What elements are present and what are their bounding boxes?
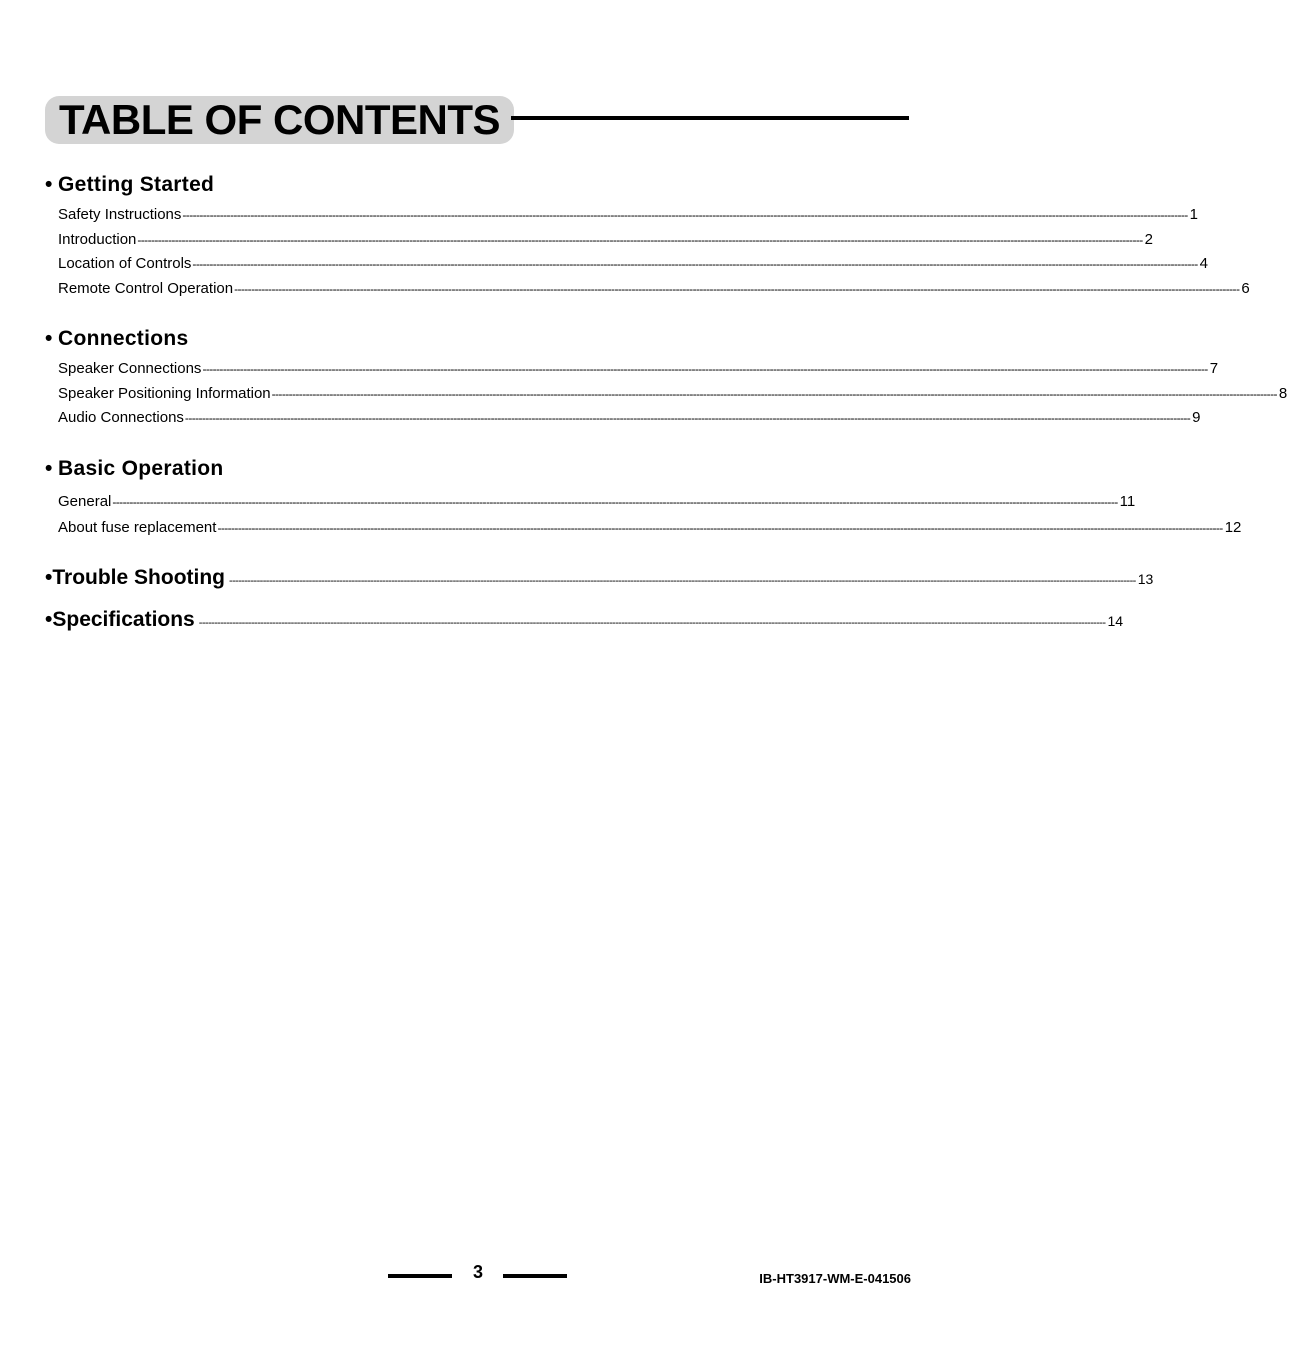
section-title: Connections xyxy=(58,327,189,350)
toc-entry-label: Audio Connections xyxy=(58,409,184,426)
section-title: Basic Operation xyxy=(58,457,224,480)
page-title: TABLE OF CONTENTS xyxy=(59,96,501,143)
bullet: • xyxy=(45,173,53,196)
bullet: • xyxy=(45,608,53,631)
toc-entry-label: Trouble Shooting xyxy=(52,566,226,589)
toc-entry[interactable] xyxy=(58,277,1250,302)
toc-entry-page: 14 xyxy=(1107,613,1124,629)
section-heading xyxy=(45,171,850,199)
bullet: • xyxy=(45,566,53,589)
dot-leader: -------------------------------------------------------------------------------------------------------------------------------------------------------------------------------------------------------------------------------------------------------------------------------------------------------- xyxy=(234,281,1240,296)
toc-entry-specifications[interactable] xyxy=(45,608,1124,632)
bullet: • xyxy=(45,327,53,350)
footer-rule-right xyxy=(503,1274,567,1278)
dot-leader: -------------------------------------------------------------------------------------------------------------------------------------------------------------------------------------------------------------------------------------------------------------------------------------------------------- xyxy=(198,617,1106,629)
toc-entry[interactable] xyxy=(58,228,1153,253)
toc-entry-label: Remote Control Operation xyxy=(58,279,234,297)
document-code: IB-HT3917-WM-E-041506 xyxy=(759,1271,911,1286)
toc-entry-page: 2 xyxy=(1144,230,1153,248)
title-banner xyxy=(45,96,909,146)
toc-entry-label: Location of Controls xyxy=(58,255,192,272)
dot-leader: -------------------------------------------------------------------------------------------------------------------------------------------------------------------------------------------------------------------------------------------------------------------------------------------------------- xyxy=(182,208,1188,222)
toc-entry[interactable] xyxy=(58,203,1198,228)
section-heading xyxy=(45,455,850,483)
dot-leader: -------------------------------------------------------------------------------------------------------------------------------------------------------------------------------------------------------------------------------------------------------------------------------------------------------- xyxy=(137,232,1143,247)
toc-entry-label: Introduction xyxy=(58,230,137,248)
bullet: • xyxy=(45,457,53,480)
section-title: Getting Started xyxy=(58,173,215,196)
toc-entry[interactable] xyxy=(58,515,1242,541)
toc-entry-page: 1 xyxy=(1189,206,1198,223)
dot-leader: -------------------------------------------------------------------------------------------------------------------------------------------------------------------------------------------------------------------------------------------------------------------------------------------------------- xyxy=(192,257,1198,271)
toc-entry-label: Safety Instructions xyxy=(58,206,182,223)
page-number: 3 xyxy=(472,1262,483,1282)
section-connections xyxy=(45,325,1288,431)
title-rule xyxy=(511,116,909,120)
toc-entry-label: Specifications xyxy=(52,608,195,631)
dot-leader: -------------------------------------------------------------------------------------------------------------------------------------------------------------------------------------------------------------------------------------------------------------------------------------------------------- xyxy=(271,386,1277,401)
toc-entry-page: 7 xyxy=(1209,360,1219,377)
toc-entry[interactable] xyxy=(58,406,1201,431)
toc-entry[interactable] xyxy=(58,489,1136,515)
dot-leader: -------------------------------------------------------------------------------------------------------------------------------------------------------------------------------------------------------------------------------------------------------------------------------------------------------- xyxy=(229,575,1136,587)
footer-rule-left xyxy=(388,1274,452,1278)
toc-entry-label: Speaker Connections xyxy=(58,360,202,377)
dot-leader: -------------------------------------------------------------------------------------------------------------------------------------------------------------------------------------------------------------------------------------------------------------------------------------------------------- xyxy=(112,495,1118,509)
toc-entry-label: Speaker Positioning Information xyxy=(58,384,271,402)
toc-entry-page: 12 xyxy=(1224,519,1242,536)
toc-entry[interactable] xyxy=(58,382,1288,407)
dot-leader: -------------------------------------------------------------------------------------------------------------------------------------------------------------------------------------------------------------------------------------------------------------------------------------------------------- xyxy=(184,411,1191,425)
toc-entry-trouble-shooting[interactable] xyxy=(45,566,1154,590)
toc-entry[interactable] xyxy=(58,357,1219,382)
section-getting-started xyxy=(45,171,1250,301)
toc-entry-page: 6 xyxy=(1241,279,1250,297)
toc-entry-page: 8 xyxy=(1278,384,1288,402)
toc-entry[interactable] xyxy=(58,252,1209,277)
toc-entry-label: About fuse replacement xyxy=(58,519,217,536)
dot-leader: -------------------------------------------------------------------------------------------------------------------------------------------------------------------------------------------------------------------------------------------------------------------------------------------------------- xyxy=(217,521,1223,535)
toc-entry-page: 11 xyxy=(1119,493,1136,510)
toc-entry-page: 4 xyxy=(1199,255,1209,272)
dot-leader: -------------------------------------------------------------------------------------------------------------------------------------------------------------------------------------------------------------------------------------------------------------------------------------------------------- xyxy=(202,362,1208,376)
title-box xyxy=(45,96,514,144)
toc-entry-label: General xyxy=(58,493,112,510)
toc-entry-page: 13 xyxy=(1137,571,1154,587)
section-heading xyxy=(45,325,850,353)
section-basic-operation xyxy=(45,455,1242,541)
toc-entry-page: 9 xyxy=(1192,409,1201,426)
